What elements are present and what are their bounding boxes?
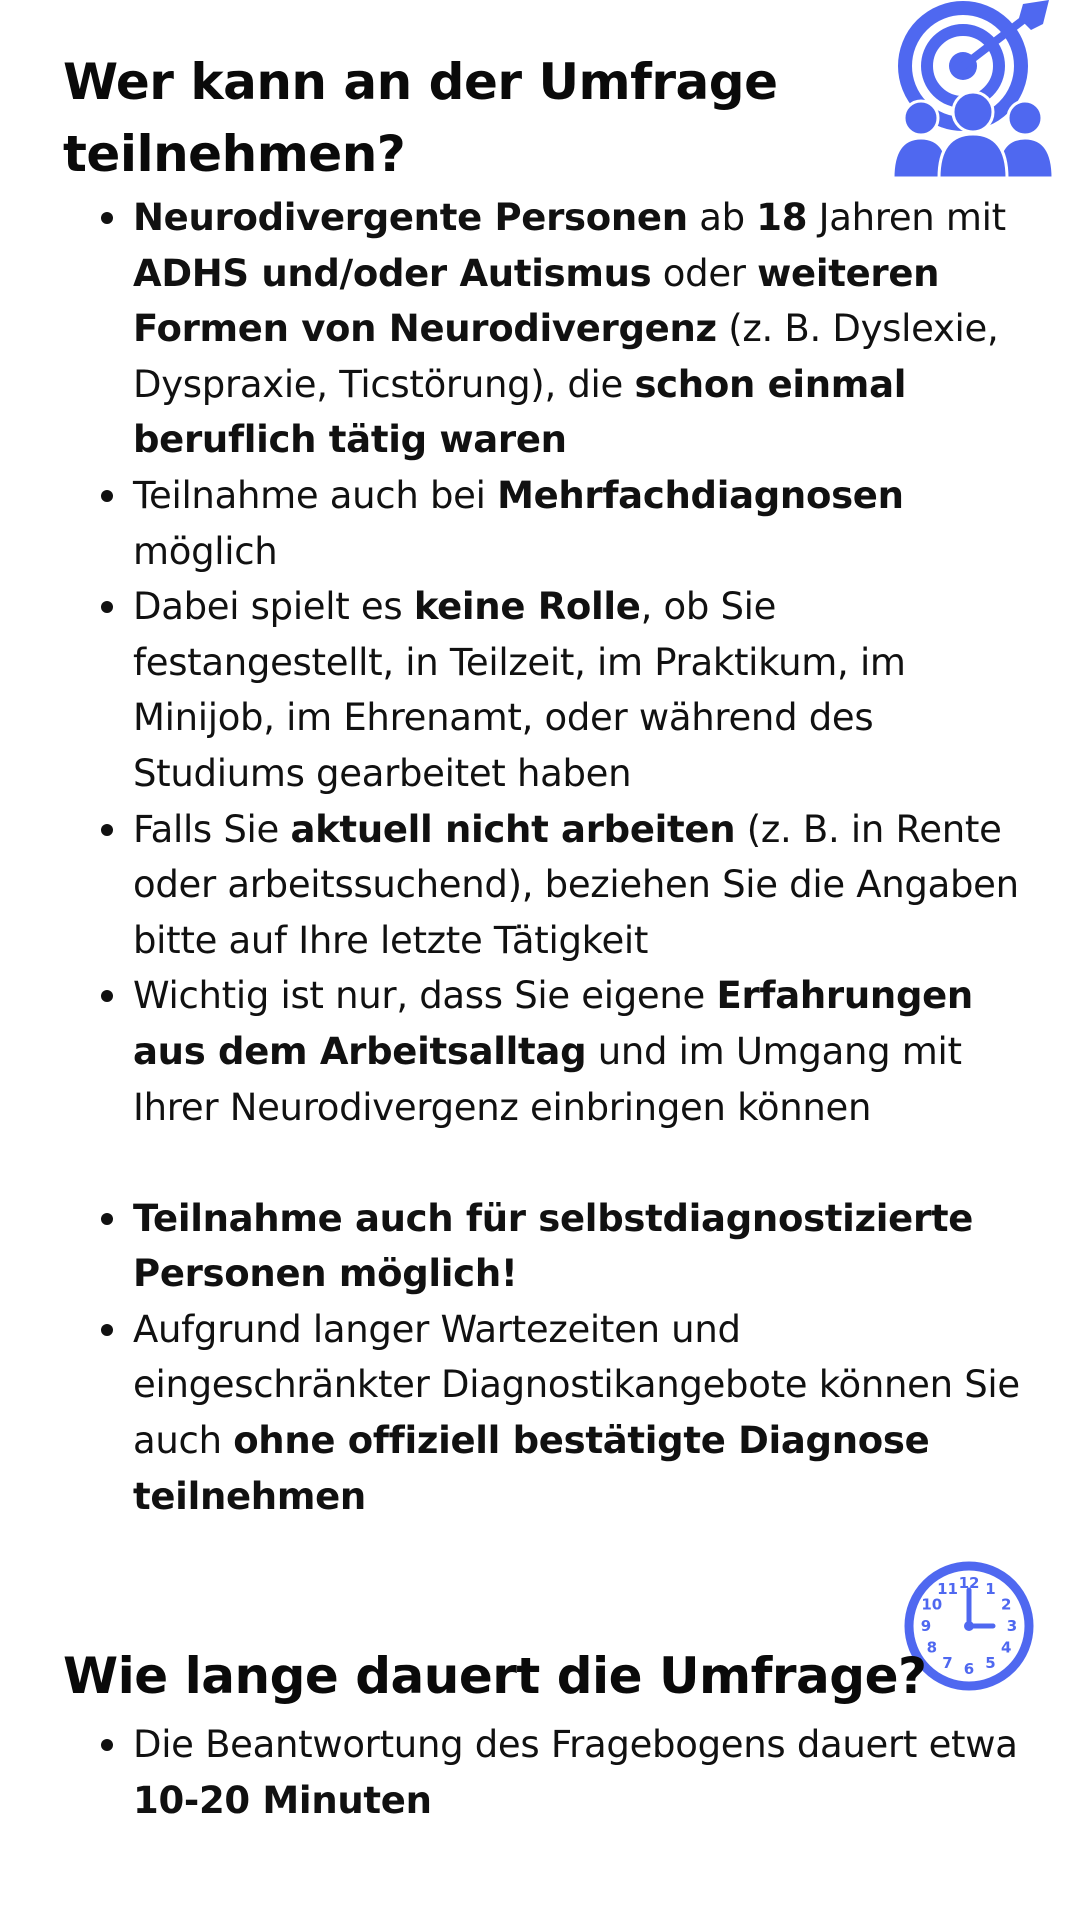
text: oder: [651, 251, 758, 295]
text: (z. B. in Rente oder arbeitssuchend), beziehen Sie die Angaben bitte auf Ihre letzte Tätigkeit: [133, 807, 1019, 962]
clock-number: 8: [926, 1638, 938, 1657]
bold-text: weiteren Formen von Neurodivergenz: [133, 251, 940, 351]
bold-text: schon einmal beruflich tätig waren: [133, 362, 907, 462]
list-item: [0, 802, 1043, 969]
participants-list: [0, 190, 1043, 1524]
bold-text: ohne offiziell bestätigte Diagnose teilnehmen: [133, 1419, 930, 1518]
text: Die Beantwortung des Fragebogens dauert etwa: [133, 1723, 1018, 1766]
bold-text: keine Rolle: [413, 585, 641, 629]
list-item: [0, 1302, 1043, 1524]
clock-number: 3: [1006, 1617, 1018, 1635]
clock-number: 7: [942, 1654, 953, 1673]
clock-number: 5: [985, 1654, 996, 1673]
target-people-icon: [893, 0, 1053, 180]
clock-number: 2: [1000, 1595, 1012, 1614]
clock-number: 9: [920, 1617, 932, 1635]
text: Jahren mit: [807, 196, 1006, 239]
clock-number: 1: [985, 1579, 996, 1598]
list-item: [0, 1717, 1043, 1828]
text: Wichtig ist nur, dass Sie eigene: [133, 974, 717, 1018]
bold-text: aktuell nicht arbeiten: [290, 807, 736, 851]
bold-text: Erfahrungen aus dem Arbeitsalltag: [133, 974, 973, 1073]
text: Dabei spielt es: [133, 585, 414, 629]
list-item: [0, 468, 1043, 579]
text: möglich: [133, 529, 278, 573]
clock-number: 10: [921, 1595, 943, 1614]
clock-number: 11: [937, 1579, 958, 1598]
section-heading-participants: Wer kann an der Umfrage teilnehmen?: [63, 53, 778, 183]
bold-text: Neurodivergente Personen: [133, 196, 688, 239]
clock-number: 4: [1000, 1638, 1012, 1657]
bold-text: Teilnahme auch für selbstdiagnostizierte Personen möglich!: [133, 1196, 974, 1296]
text: Teilnahme auch bei: [133, 473, 498, 517]
duration-list: [0, 1717, 1043, 1828]
text: , ob Sie festangestellt, in Teilzeit, im Praktikum, im Minijob, im Ehrenamt, oder während des Studiums gearbeitet haben: [133, 585, 906, 795]
bold-text: 18: [756, 196, 808, 239]
clock-number: 6: [963, 1660, 975, 1678]
bold-text: ADHS und/oder Autismus: [133, 251, 652, 295]
text: ab: [687, 196, 757, 239]
text: Aufgrund langer Wartezeiten und eingeschränkter Diagnostikangebote können Sie auch: [133, 1307, 1020, 1463]
text: und im Umgang mit Ihrer Neurodivergenz einbringen können: [133, 1029, 962, 1129]
list-item: [0, 1191, 1043, 1302]
bold-text: Mehrfachdiagnosen: [497, 473, 904, 517]
list-item: [0, 579, 1043, 801]
list-item: [0, 190, 1043, 468]
text: Falls Sie: [133, 807, 291, 851]
text: (z. B. Dyslexie, Dyspraxie, Ticstörung), die: [133, 307, 999, 406]
bold-text: 10-20 Minuten: [133, 1778, 432, 1822]
clock-number: 12: [958, 1574, 980, 1592]
list-item: [0, 968, 1043, 1135]
section-heading-duration: Wie lange dauert die Umfrage?: [63, 1647, 927, 1705]
